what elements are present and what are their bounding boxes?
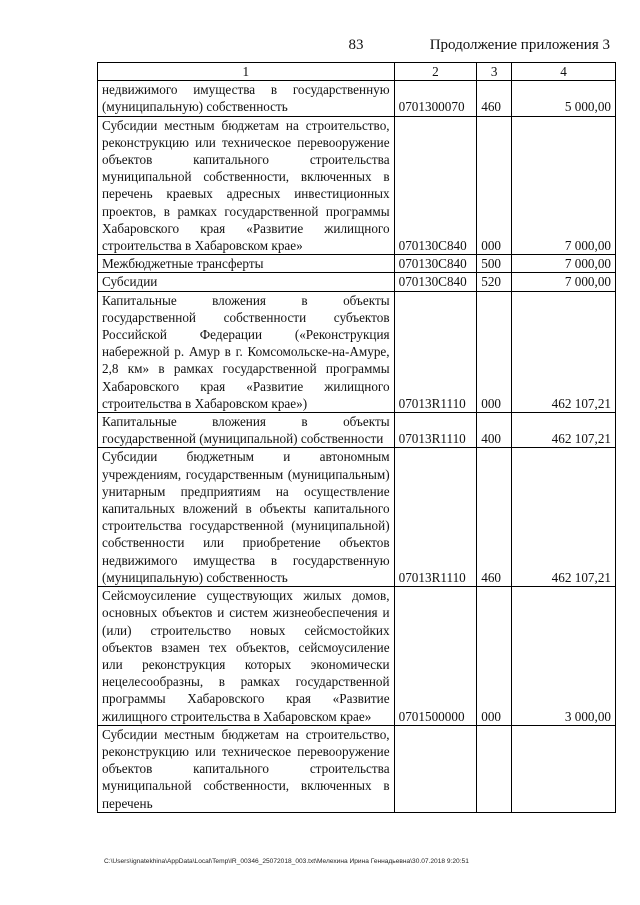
row-code: 07013R1110 [394, 291, 477, 412]
table-row [98, 291, 616, 412]
column-number: 2 [394, 63, 477, 81]
page-number: 83 [348, 37, 364, 53]
row-description: Субсидии местным бюджетам на строительство, реконструкцию или техническое перевооружение объектов капитального строительства муниципальной собственности, включенных в перечень [98, 725, 395, 812]
row-kind: 460 [477, 81, 512, 116]
row-code: 070130C840 [394, 255, 477, 273]
row-description: Сейсмоусиление существующих жилых домов, основных объектов и систем жизнеобеспечения и (или) строительство новых сейсмостойких объектов взамен тех объектов, сейсмоусиление или реконструкция которых экономически нецелесообразны, в рамках государственной программы Хабаровского края «Развитие жилищного строительства в Хабаровском крае» [98, 587, 395, 726]
row-description: Капитальные вложения в объекты государственной собственности субъектов Российской Федерации («Реконструкция набережной р. Амур в г. Комсомольске-на-Амуре, 2,8 км» в рамках государственной программы Хабаровского края «Развитие жилищного строительства в Хабаровском крае») [98, 291, 395, 412]
row-amount: 462 107,21 [512, 413, 616, 448]
row-amount: 5 000,00 [512, 81, 616, 116]
table-row [98, 413, 616, 448]
row-kind: 520 [477, 273, 512, 291]
row-amount: 7 000,00 [512, 273, 616, 291]
table-row [98, 81, 616, 116]
row-code: 07013R1110 [394, 413, 477, 448]
row-kind: 500 [477, 255, 512, 273]
row-description: Субсидии местным бюджетам на строительство, реконструкцию или техническое перевооружение объектов капитального строительства муниципальной собственности, включенных в перечень краевых адресных инвестиционных проектов, в рамках государственной программы Хабаровского края «Развитие жилищного строительства в Хабаровском крае» [98, 116, 395, 255]
row-amount: 462 107,21 [512, 448, 616, 587]
column-number: 3 [477, 63, 512, 81]
file-path-footer: C:\Users\ignatekhina\AppData\Local\Temp\IR_00346_25072018_003.txt\Мелехина Ирина Геннадьевна\30.07.2018 9:20:51 [104, 858, 469, 865]
row-amount [512, 725, 616, 812]
row-code: 0701300070 [394, 81, 477, 116]
row-description: Капитальные вложения в объекты государственной (муниципальной) собственности [98, 413, 395, 448]
row-kind [477, 725, 512, 812]
row-code: 070130C840 [394, 273, 477, 291]
row-kind: 000 [477, 587, 512, 726]
budget-table [97, 62, 616, 813]
row-description: Межбюджетные трансферты [98, 255, 395, 273]
table-row [98, 273, 616, 291]
row-code: 070130C840 [394, 116, 477, 255]
row-code [394, 725, 477, 812]
row-amount: 7 000,00 [512, 116, 616, 255]
table-row [98, 587, 616, 726]
row-kind: 400 [477, 413, 512, 448]
row-description: недвижимого имущества в государственную (муниципальную) собственность [98, 81, 395, 116]
table-row [98, 255, 616, 273]
table-row [98, 725, 616, 812]
column-number-row [98, 63, 616, 81]
table-row [98, 448, 616, 587]
row-kind: 000 [477, 116, 512, 255]
row-amount: 462 107,21 [512, 291, 616, 412]
continuation-label: Продолжение приложения 3 [429, 37, 610, 53]
row-kind: 000 [477, 291, 512, 412]
row-amount: 3 000,00 [512, 587, 616, 726]
row-kind: 460 [477, 448, 512, 587]
row-code: 0701500000 [394, 587, 477, 726]
table-row [98, 116, 616, 255]
row-description: Субсидии бюджетным и автономным учреждениям, государственным (муниципальным) унитарным предприятиям на осуществление капитальных вложений в объекты капитального строительства государственной (муниципальной) собственности или приобретение объектов недвижимого имущества в государственную (муниципальную) собственность [98, 448, 395, 587]
column-number: 1 [98, 63, 395, 81]
row-amount: 7 000,00 [512, 255, 616, 273]
row-description: Субсидии [98, 273, 395, 291]
row-code: 07013R1110 [394, 448, 477, 587]
column-number: 4 [512, 63, 616, 81]
